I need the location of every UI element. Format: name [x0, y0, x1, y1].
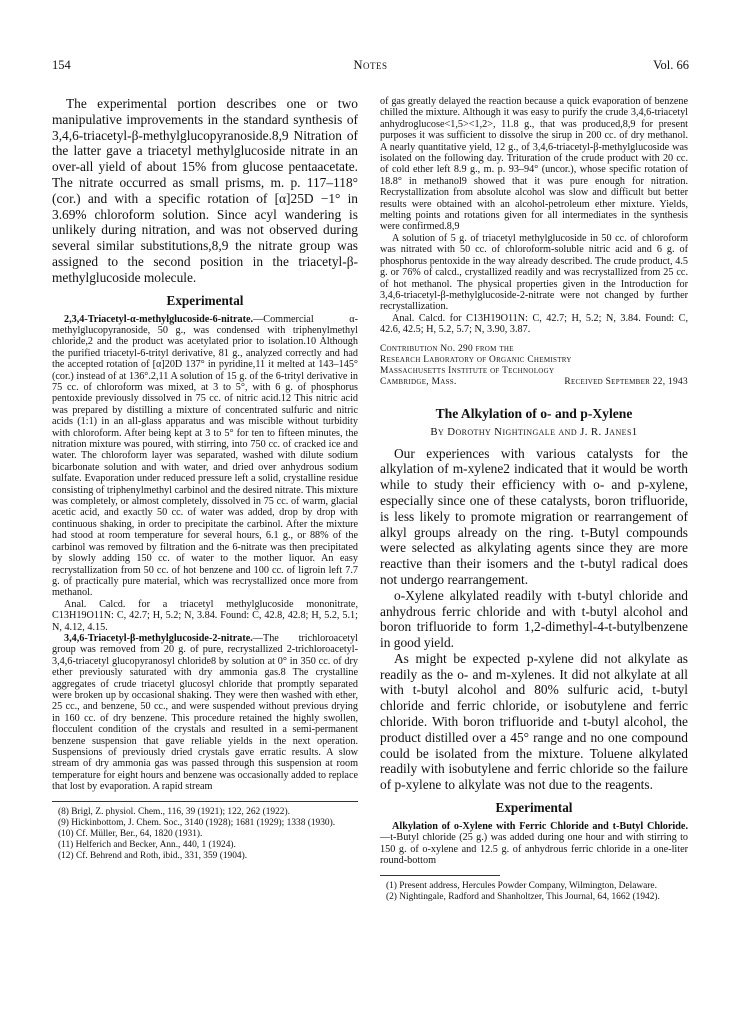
footnote: (1) Present address, Hercules Powder Company, Wilmington, Delaware.	[386, 880, 657, 891]
intro-paragraph: The experimental portion describes one or two manipulative improvements in the standard synthesis of 3,4,6-triacetyl-β-methylglucopyranoside.8,9 Nitration of the latter gave a triacetyl methylglucoside nitrate in an over-all yield of about 15% from glucose pentaacetate. The nitrate occurred as small prisms, m. p. 117–118° (cor.) and with a specific rotation of [α]25D −1° in 3.69% chloroform solution. Since acyl wandering is unlikely during nitration, and was not observed during several similar substitutions,8,9 the nitrate group was assigned to the second position in the triacetyl-β-methylglucoside molecule.	[52, 96, 358, 285]
footnotes	[52, 807, 358, 862]
experimental-heading: Experimental	[166, 292, 244, 308]
procedure-text: —t-Butyl chloride (25 g.) was added during one hour and with stirring to 150 g. of o-xylene and 12.5 g. of anhydrous ferric chloride in a one-liter round-bottom	[380, 832, 688, 867]
procedure-text: —The trichloroacetyl group was removed from 20 g. of pure, recrystallized 2-trichloroacetyl-3,4,6-triacetyl glucopyranosyl chloride8 by solution at 0° in 350 cc. of dry ether previously saturated with dry ammonia gas.8 The crystalline aggregates of crude triacetyl glucosyl chloride that promptly separated were broken up by occasional shaking. They were then washed with ether, 25 cc., and benzene, 50 cc., and were suspended without previous drying in 160 cc. of dry benzene. This procedure retained the highly swollen, flocculent condition of the crystals and resulted in a semi-permanent benzene suspension that gave reliable yields in the next operation. Suspensions of previously dried crystals gave erratic results. A slow stream of dry ammonia gas was passed through this suspension at room temperature for eight hours and benzene was occasionally added to replace that lost by evaporation. A rapid stream	[52, 632, 358, 793]
procedure-text: —Commercial α-methylglucopyranoside, 50 g., was condensed with triphenylmethyl chloride,2 and the product was acetylated prior to isolation.10 Although the purified triacetyl-6-trityl derivative, 81 g., analyzed correctly and had the accepted rotation of [α]20D 137° in pyridine,11 it melted at 143–145° (cor.) instead of at 136°.2,11 A solution of 15 g. of the 6-trityl derivative in 75 cc. of chloroform was mixed, at 3 to 5°, with 6 g. of phosphorus pentoxide previously dissolved in 75 cc. of nitric acid.12 This nitric acid was prepared by distilling a mixture of concentrated sulfuric and nitric acids (1:1) in an all-glass apparatus and was miscible without turbidity with chloroform. After being kept at 3 to 5° for ten to fifteen minutes, the nitration mixture was poured, with stirring, into 750 cc. of cracked ice and water. The chloroform layer was separated, washed with dilute sodium bicarbonate solution and with water, and dried over anhydrous sodium sulfate. Evaporation under reduced pressure left a solid, crystalline residue consisting of triphenylmethyl carbinol and the desired nitrate. This mixture was completely, or almost completely, dissolved in 75 cc. of warm, glacial acetic acid, and exactly 50 cc. of water was added, drop by drop with continuous shaking, in order to precipitate the carbinol. After the mixture had stood at room temperature for several hours, 6.1 g., or 88% of the carbinol was removed by filtration and the 6-nitrate was then precipitated by slowly adding 150 cc. of water to the mother liquor. An easy recrystallization from 50 cc. of hot benzene and 100 cc. of ligroin left 7.7 g. of practically pure material, which was recrystallized once more from methanol.	[52, 313, 358, 599]
contribution-line: Massachusetts Institute of Technology	[380, 365, 555, 376]
procedure-title: 3,4,6-Triacetyl-β-methylglucoside-2-nitrate.	[64, 632, 253, 644]
continuation-paragraph: of gas greatly delayed the reaction because a quick evaporation of benzene chilled the mixture. Although it was easy to purify the crude 3,4,6-triacetyl anhydroglucose<1,5><1,2>, 11.8 g., that was produced,8,9 for present purposes it was sufficient to dissolve the sirup in 200 cc. of dry methanol. A nearly quantitative yield, 12 g., of 3,4,6-triacetyl-β-methylglucoside was isolated on the following day. Trituration of the crude product with 20 cc. of cold ether left 8.9 g., m. p. 93–94° (uncor.), whose specific rotation of 18.8° in methanol9 showed that it was pure enough for nitration. Recrystallization from absolute alcohol was slow and difficult but better results were obtained with an alcohol-petroleum ether mixture. Yields, melting points and rotations given for all intermediates in the synthesis were confirmed.8,9	[380, 96, 688, 233]
procedure-paragraph	[52, 314, 358, 599]
left-column	[52, 96, 358, 862]
footnote: (12) Cf. Behrend and Roth, ibid., 331, 359 (1904).	[58, 850, 248, 861]
byline: By Dorothy Nightingale and J. R. Janes1	[430, 425, 638, 438]
right-column	[380, 96, 688, 903]
footnote-divider	[380, 875, 500, 876]
body-paragraph: Our experiences with various catalysts for the alkylation of m-xylene2 indicated that it would be worth while to study their efficiency with o- and p-xylene, especially since one of these catalysts, boron trifluoride, is less likely to promote migration or rearrangement of alkyl groups already on the ring. t-Butyl compounds were selected as alkylating agents since they are more reactive than their isomers and the t-butyl radical does not undergo rearrangement.	[380, 445, 688, 587]
footnotes	[380, 881, 688, 903]
procedure-paragraph: A solution of 5 g. of triacetyl methylglucoside in 50 cc. of chloroform was nitrated with 50 cc. of chloroform-soluble nitric acid and 6 g. of phosphorus pentoxide in the way already described. The crude product, 4.5 g. or 76% of calcd., crystallized readily and was recrystallized from 25 cc. of hot methanol. The physical properties given in the Introduction for 3,4,6-triacetyl-β-methylglucoside-2-nitrate were not changed by further recrystallization.	[380, 232, 688, 313]
analysis-paragraph: Anal. Calcd. for C13H19O11N: C, 42.7; H, 5.2; N, 3.84. Found: C, 42.6, 42.5; H, 5.2, 5.7; N, 3.90, 3.87.	[380, 312, 688, 336]
footnote: (9) Hickinbottom, J. Chem. Soc., 3140 (1928); 1681 (1929); 1338 (1930).	[58, 817, 336, 828]
procedure-paragraph	[52, 633, 358, 793]
contribution-line	[380, 377, 688, 388]
procedure-title: 2,3,4-Triacetyl-α-methylglucoside-6-nitrate.	[64, 313, 254, 325]
contribution-line: Contribution No. 290 from the	[380, 343, 514, 354]
footnote: (8) Brigl, Z. physiol. Chem., 116, 39 (1921); 122, 262 (1922).	[58, 806, 290, 817]
page-number: 154	[52, 58, 71, 72]
contribution-city: Cambridge, Mass.	[380, 376, 457, 387]
footnote: (10) Cf. Müller, Ber., 64, 1820 (1931).	[58, 828, 203, 839]
experimental-heading: Experimental	[495, 800, 573, 816]
contribution-block	[380, 344, 688, 388]
running-header	[52, 58, 689, 76]
volume-label: Vol. 66	[653, 58, 689, 72]
received-date: Received September 22, 1943	[564, 376, 688, 387]
footnote-divider	[52, 801, 358, 802]
body-paragraph: o-Xylene alkylated readily with t-butyl chloride and anhydrous ferric chloride and with t-butyl alcohol and boron trifluoride to form 1,2-dimethyl-4-t-butylbenzene in good yield.	[380, 587, 688, 651]
contribution-line: Research Laboratory of Organic Chemistry	[380, 354, 572, 365]
analysis-paragraph: Anal. Calcd. for a triacetyl methylglucoside mononitrate, C13H19O11N: C, 42.7; H, 5.2; N, 3.84. Found: C, 42.8, 42.8; H, 5.2, 5.1; N, 4.12, 4.15.	[52, 598, 358, 633]
footnote: (11) Helferich and Becker, Ann., 440, 1 (1924).	[58, 839, 236, 850]
body-paragraph: As might be expected p-xylene did not alkylate as readily as the o- and m-xylenes. It did not alkylate at all with t-butyl alcohol and 80% sulfuric acid, t-butyl chloride and ferric chloride, or isobutylene and ferric chloride. With boron trifluoride and t-butyl alcohol, the product distilled over a 45° range and no one compound could be isolated from the mixture. Toluene alkylated readily with isobutylene and ferric chloride so the failure of p-xylene to alkylate was not due to the reagents.	[380, 650, 688, 793]
section-title: Notes	[353, 58, 388, 72]
footnote: (2) Nightingale, Radford and Shanholtzer, This Journal, 64, 1662 (1942).	[386, 891, 660, 902]
article-title: The Alkylation of o- and p-Xylene	[435, 405, 633, 421]
procedure-title: Alkylation of o-Xylene with Ferric Chloride and t-Butyl Chloride.	[392, 821, 688, 833]
procedure-paragraph	[380, 821, 688, 867]
